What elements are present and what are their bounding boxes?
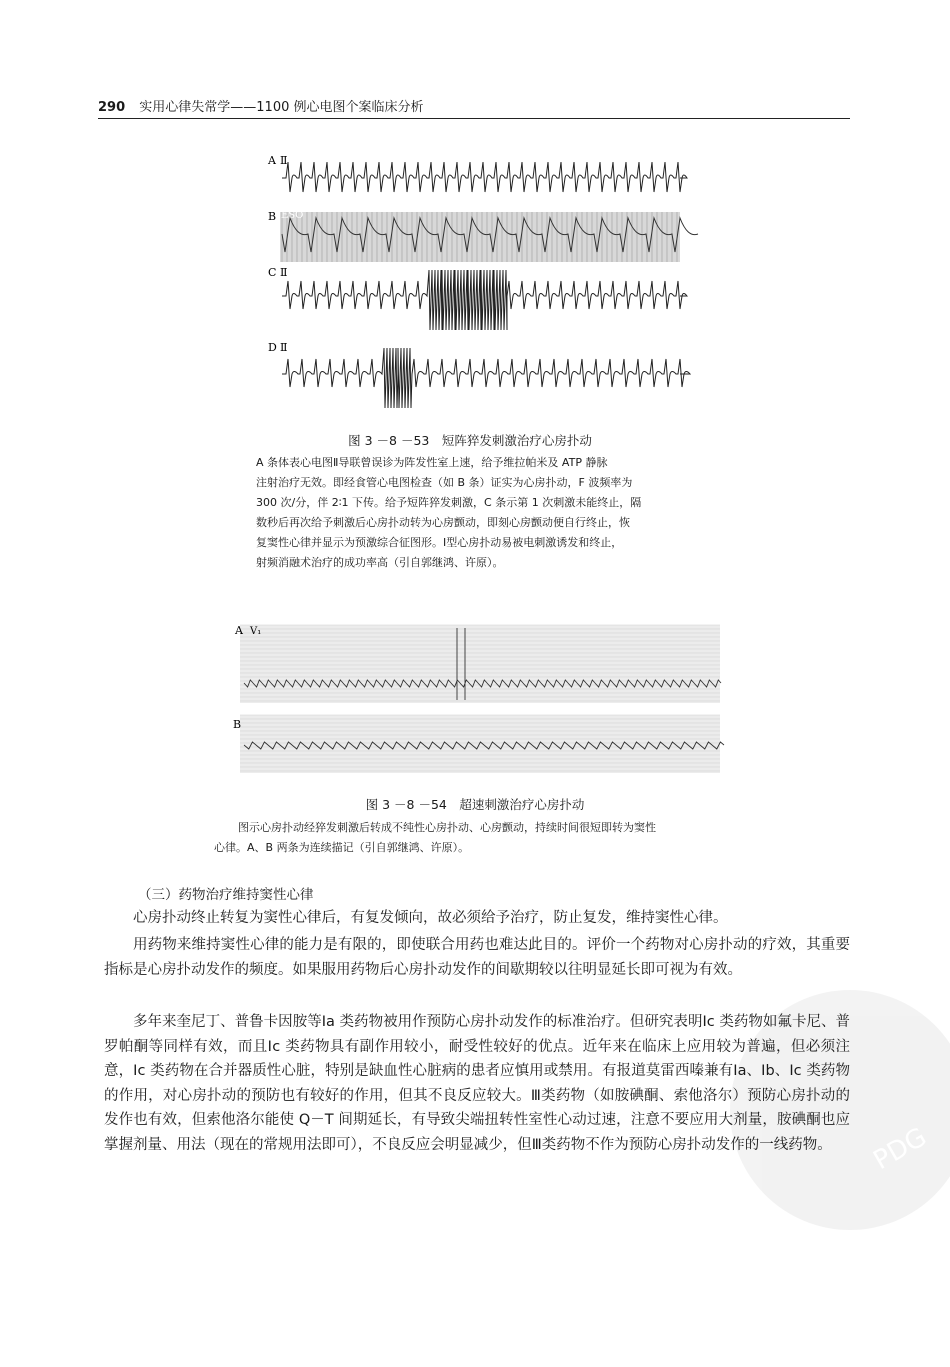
figure1-title: 图 3 －8 －53 短阵猝发刺激治疗心房扑动 [348, 433, 592, 448]
caption-line: 射频消融术治疗的成功率高（引自郭继鸿、许原）。 [256, 556, 504, 569]
strip-b2-background [240, 715, 720, 773]
strip-c-lead: Ⅱ [280, 266, 288, 279]
page-number: 290 [98, 100, 126, 115]
strip-c-label: C [268, 266, 277, 279]
caption-line: 300 次/分，伴 2∶1 下传。给予短阵猝发刺激，C 条示第 1 次刺激未能终止，隔 [256, 496, 642, 509]
figure2-title: 图 3 －8 －54 超速刺激治疗心房扑动 [365, 797, 585, 812]
strip2-a-lead: V₁ [250, 626, 262, 637]
strip-a-lead: Ⅱ [280, 154, 288, 167]
caption-line: 复窦性心律并显示为预激综合征图形。Ⅰ型心房扑动易被电刺激诱发和终止， [256, 536, 623, 549]
figure-3-8-53 [267, 154, 698, 408]
paragraph-2: 用药物来维持窦性心律的能力是有限的，即使联合用药也难达此目的。评价一个药物对心房扑动的疗效，其重要指标是心房扑动发作的频度。如果服用药物后心房扑动发作的间歇期较以往明显延长即可视为有效。 [104, 937, 850, 978]
strip-a-label: A [268, 154, 276, 167]
strip-b-label: B [268, 210, 277, 223]
strip2-a-label: A [235, 624, 243, 637]
caption-line: 心律。A、B 两条为连续描记（引自郭继鸿、许原）。 [214, 841, 470, 854]
strip-d-lead: Ⅱ [280, 341, 288, 354]
paragraph-3: 多年来奎尼丁、普鲁卡因胺等Ⅰa 类药物被用作预防心房扑动发作的标准治疗。但研究表明Ⅰc 类药物如氟卡尼、普罗帕酮等同样有效，而且Ⅰc 类药物具有副作用较小，耐受性较好的优点。近年来在临床上应用较为普遍，但必须注意，Ⅰc 类药物在合并器质性心脏，特别是缺血性心脏病的患者应慎用或禁用。有报道莫雷西嗪兼有Ⅰa、Ⅰb、Ⅰc 类药物的作用，对心房扑动的预防也有较好的作用，但其不良反应较大。Ⅲ类药物（如胺碘酮、索他洛尔）预防心房扑动的发作也有效，但索他洛尔能使 Q－T 间期延长，有导致尖端扭转性室性心动过速，注意不要应用大剂量，胺碘酮也应掌握剂量、用法（现在的常规用法即可），不良反应会明显减少，但Ⅲ类药物不作为预防心房扑动发作的一线药物。 [104, 1014, 850, 1153]
book-title: 实用心律失常学——1100 例心电图个案临床分析 [139, 100, 424, 115]
strip-v1-background [240, 625, 720, 703]
ecg-strip-a [282, 162, 687, 192]
caption-line: 注射治疗无效。即经食管心电图检查（如 B 条）证实为心房扑动，F 波频率为 [256, 476, 633, 489]
figure-3-8-54 [233, 624, 724, 773]
caption-line: 图示心房扑动经猝发刺激后转成不纯性心房扑动、心房颤动，持续时间很短即转为窦性 [238, 821, 656, 834]
caption-line: A 条体表心电图Ⅱ导联曾误诊为阵发性室上速，给予维拉帕米及 ATP 静脉 [256, 456, 608, 469]
section-heading: （三）药物治疗维持窦性心律 [138, 887, 314, 903]
watermark-text: PDG [868, 1122, 932, 1177]
strip-d-label: D [268, 341, 277, 354]
ecg-strip-c [282, 270, 687, 330]
strip2-b-label: B [233, 718, 242, 731]
paragraph-1: 心房扑动终止转复为窦性心律后，有复发倾向，故必须给予治疗，防止复发，维持窦性心律。 [133, 910, 728, 926]
strip-b-lead: ESO [281, 210, 304, 221]
figure2-caption [214, 818, 774, 858]
figure1-caption [256, 453, 726, 573]
ecg-strip-d [282, 348, 690, 408]
caption-line: 数秒后再次给予刺激后心房扑动转为心房颤动，即刻心房颤动便自行终止，恢 [256, 516, 630, 529]
